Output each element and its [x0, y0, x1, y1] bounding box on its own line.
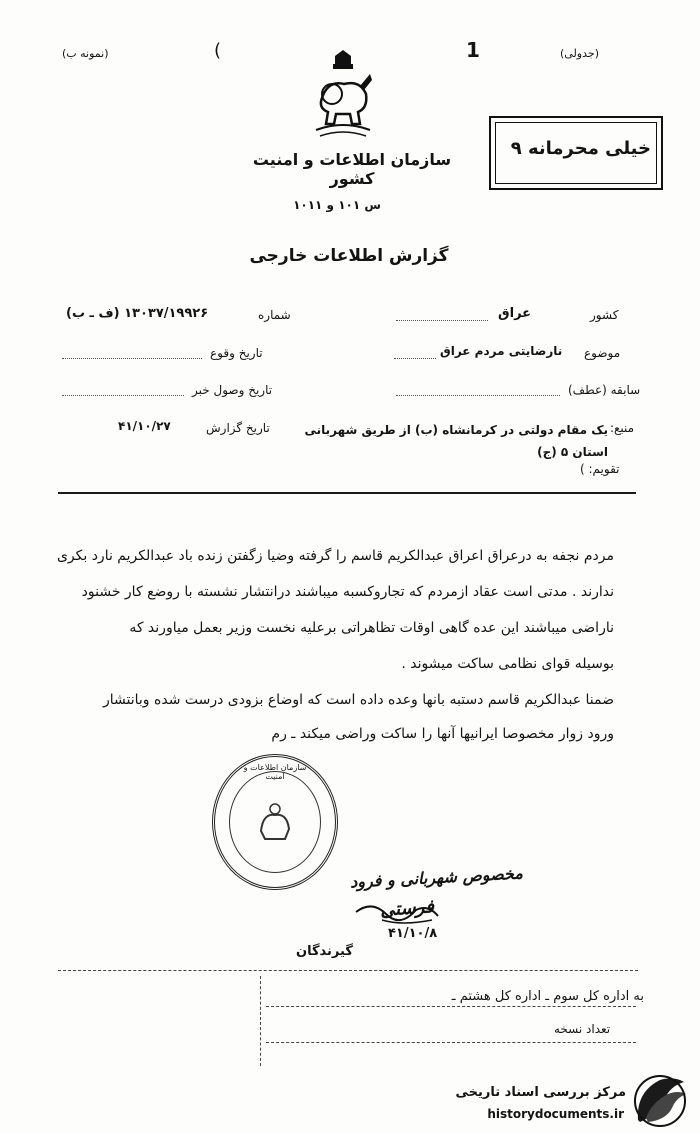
- body-line: ورود زوار مخصوصا ایرانیها آنها را ساکت وراضی میکند ـ رم: [271, 726, 614, 742]
- subject-value: نارضایتی مردم عراق: [440, 344, 563, 358]
- margin-mark: (: [214, 40, 222, 61]
- signature-scribble-icon: [352, 890, 442, 930]
- country-dots: [396, 320, 488, 321]
- signature-line-1: مخصوص شهربانی و فرود: [349, 863, 524, 892]
- archive-logo-icon: [630, 1074, 690, 1128]
- table-label: (جدولی): [560, 47, 599, 60]
- event-date-dots: [62, 358, 202, 359]
- receipt-date-label: تاریخ وصول خبر: [192, 383, 273, 397]
- header-divider: [58, 492, 636, 494]
- lion-and-sun-emblem-icon: [308, 50, 378, 142]
- country-value: عراق: [498, 306, 532, 321]
- report-date-value: ۴۱/۱۰/۲۷: [118, 419, 171, 433]
- classification-text: خیلی محرمانه ۹: [510, 138, 651, 159]
- official-seal: [212, 754, 338, 890]
- margin-mark-right: 1: [466, 38, 480, 62]
- country-label: کشور: [590, 308, 619, 322]
- number-label: شماره: [258, 308, 291, 322]
- recipients-bottom-rule: [266, 1042, 636, 1043]
- document-code: س ۱۰۱ و ۱۰۱۱: [293, 198, 381, 212]
- source-value: یک مقام دولتی در کرمانشاه (ب) از طریق شهربانی استان ۵ (ج): [304, 423, 608, 459]
- event-date-label: تاریخ وقوع: [210, 346, 263, 360]
- subject-label: موضوع: [584, 346, 621, 360]
- report-title: گزارش اطلاعات خارجی: [249, 246, 449, 266]
- recipients-top-rule: [58, 970, 638, 971]
- body-line: بوسیله قوای نظامی ساکت میشوند .: [401, 656, 614, 672]
- report-date-label: تاریخ گزارش: [206, 421, 270, 435]
- body-line: مردم نجفه به درعراق اعراق عبدالکریم قاسم را گرفته وضیا زگفتن زنده باد عبدالکریم نارد بکری: [56, 548, 614, 564]
- classification-stamp: [489, 116, 663, 190]
- recipients-line: به اداره کل سوم ـ اداره کل هشتم ـ: [451, 989, 644, 1004]
- seal-emblem-icon: [255, 801, 295, 843]
- assessment-label: تقویم: ): [580, 462, 620, 476]
- number-value: ۱۳۰۳۷/۱۹۹۲۶ (ف ـ ب): [66, 306, 209, 321]
- signature-date: ۴۱/۱۰/۸: [388, 926, 438, 941]
- source-label: منبع:: [610, 421, 635, 435]
- watermark-url: historydocuments.ir: [487, 1107, 624, 1121]
- record-dots: [396, 395, 560, 396]
- record-label: سابقه (عطف): [568, 383, 641, 397]
- recipients-mid-rule: [266, 1006, 636, 1007]
- body-line: ناراضی میباشند این عده گاهی اوقات تظاهراتی برعلیه نخست وزیر بعمل میاورند که: [129, 620, 614, 636]
- body-line: ندارند . مدتی است عقاد ازمردم که تجاروکسبه میباشند درانتشار نشسته با روضع کار خشنود: [81, 584, 614, 600]
- organization-name: سازمان اطلاعات و امنیت کشور: [252, 150, 452, 188]
- recipients-label: گیرندگان: [296, 944, 353, 959]
- recipients-frame-left: [260, 976, 261, 1066]
- copies-label: تعداد نسخه: [554, 1022, 611, 1036]
- body-line: ضمنا عبدالکریم قاسم دستبه بانها وعده داده است که اوضاع بزودی درست شده وبانتشار: [103, 692, 614, 708]
- seal-text: سازمان اطلاعات و امنیت: [243, 763, 307, 781]
- watermark-title: مرکز بررسی اسناد تاریخی: [455, 1085, 626, 1100]
- signature-line-2: فرستی: [379, 896, 435, 921]
- receipt-date-dots: [62, 395, 184, 396]
- form-type-label: (نمونه ب): [62, 47, 109, 60]
- subject-dots: [394, 358, 436, 359]
